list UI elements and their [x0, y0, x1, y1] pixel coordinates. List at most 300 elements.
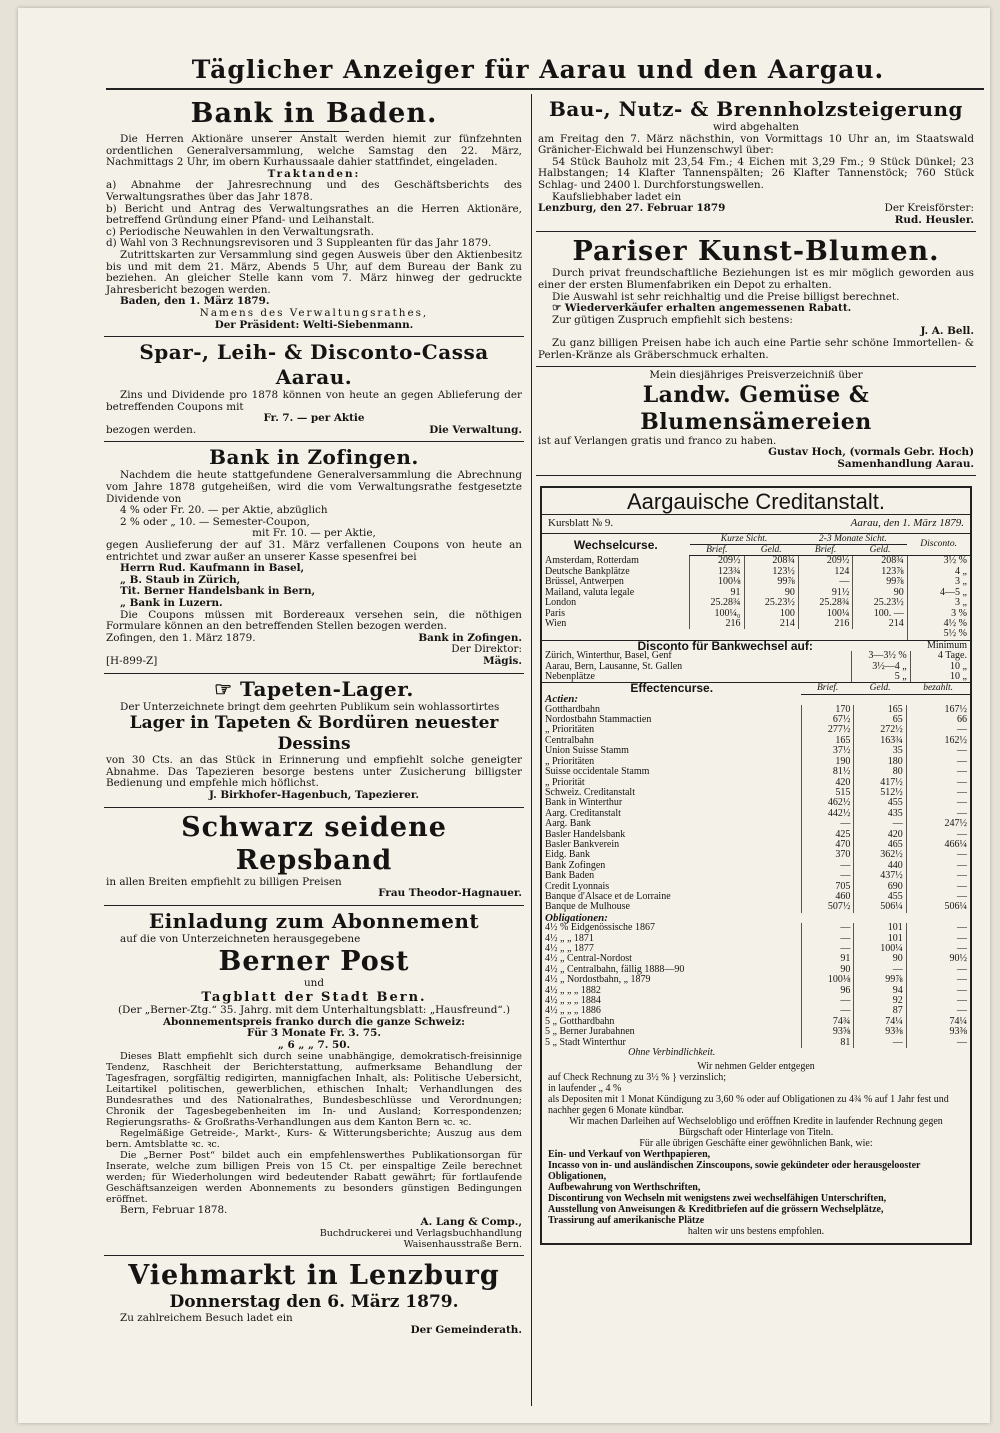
ad-signature: J. Birkhofer-Hagenbuch, Tapezierer. [208, 788, 420, 801]
ad-price: Für 3 Monate Fr. 3. 75. [247, 1027, 381, 1040]
row-value: — [906, 788, 970, 798]
col-geld: Geld. [744, 545, 798, 556]
row-label: Deutsche Bankplätze [545, 565, 630, 577]
row-value: 93⅝ [801, 1027, 853, 1037]
footer-line: auf Check Rechnung zu 3½ % } verzinslich; [548, 1072, 727, 1084]
row-value: — [906, 798, 970, 808]
row-value: — [906, 861, 970, 871]
row-value: 101 [854, 923, 906, 933]
ad-line: 2 % oder „ 10. — Semester-Coupon, [120, 515, 310, 528]
row-value: 81½ [801, 767, 853, 777]
footer-line: Discontirung von Wechseln mit wenigstens zwei wechselfähigen Unterschriften, [548, 1193, 887, 1205]
row-value: — [906, 871, 970, 881]
ad-text: Zu ganz billigen Preisen habe ich auch eine Partie sehr schöne Immortellen- & Perlen-Kränze als Gräberschmuck erhalten. [538, 336, 974, 361]
col-geld: Geld. [853, 545, 907, 556]
row-value: 420 [801, 778, 853, 788]
oblig-row [542, 923, 970, 933]
ad-title: Pariser Kunst-Blumen. [572, 236, 940, 268]
row-label: 4½ „ „ 1877 [545, 943, 594, 954]
row-label: Gotthardbahn [545, 703, 600, 715]
kursblatt-number: Kursblatt № 9. [548, 517, 614, 530]
actien-row [542, 871, 970, 881]
row-value: 91 [801, 954, 853, 964]
row-value: — [906, 767, 970, 777]
row-value: 4 Tage. [910, 651, 970, 661]
ad-title: Landw. Gemüse & Blumensämereien [640, 381, 872, 435]
ad-repsband [104, 808, 524, 906]
row-value: 167½ [906, 705, 970, 715]
ad-text: Mein diesjähriges Preisverzeichniß über [649, 369, 863, 382]
row-label: Banque d'Alsace et de Lorraine [545, 890, 671, 902]
row-value: 437½ [854, 871, 906, 881]
row-value: — [906, 725, 970, 735]
divider [279, 131, 349, 132]
ad-berner-post [104, 906, 524, 1257]
row-value: 3½—4 „ [851, 662, 910, 672]
row-value: — [906, 882, 970, 892]
actien-row [542, 840, 970, 850]
ad-text: Kaufsliebhaber ladet ein [552, 190, 682, 203]
ad-title-text: Tapeten-Lager. [240, 676, 414, 701]
ad-text: Die Auswahl ist sehr reichhaltig und die Preise billigst berechnet. [552, 290, 900, 303]
row-value: 100⅛ [690, 577, 744, 587]
row-value: 100 [744, 609, 798, 619]
row-value: 123⅞ [853, 567, 907, 577]
row-value: — [801, 819, 853, 829]
row-label: Aarau, Bern, Lausanne, St. Gallen [545, 660, 683, 672]
row-value: — [854, 965, 906, 975]
row-value: 209½ [798, 556, 852, 567]
row-value: 3 % [907, 609, 970, 619]
ad-text: Dieses Blatt empfiehlt sich durch seine unabhängige, demokratisch-freisinnige Tendenz, Raschheit der Berichterstattung, aufmerksame Behandlung der Tagesfragen, sorgfältig redigirten, mannigfachen Inhalt, als: Politische Uebersicht, Leitartikel politischen, gewerblichen, ethischen Inhalt; Verhandlungen des Bundesrathes und des Nationalrathes, Bundesbeschlüsse und Verordnungen; Chronik der Tagesbegebenheiten im In- und Ausland; Korrespondenzen; Regierungsraths- & Großraths-Verhandlungen aus dem Kanton Bern ꝛc. ꝛc. [106, 1051, 522, 1129]
ad-title: Bank in Baden. [190, 98, 438, 129]
row-label: Eidg. Bank [545, 849, 590, 861]
row-value: — [906, 850, 970, 860]
row-label: Bank in Winterthur [545, 797, 623, 809]
row-label: Aarg. Creditanstalt [545, 807, 621, 819]
row-label: Aarg. Bank [545, 818, 591, 830]
row-value: 74¾ [801, 1017, 853, 1027]
actien-row [542, 767, 970, 777]
row-label: Union Suisse Stamm [545, 745, 629, 757]
actien-row [542, 850, 970, 860]
ad-title [106, 677, 522, 702]
col-brief: Brief. [690, 545, 744, 556]
ad-signature: Rud. Heusler. [894, 213, 974, 226]
row-value: 3½ % [907, 556, 970, 567]
row-value: 506¼ [906, 902, 970, 912]
row-value: 465 [854, 840, 906, 850]
row-label: Brüssel, Antwerpen [545, 576, 624, 588]
row-label: 5 „ Gotthardbahn [545, 1015, 615, 1027]
actien-row [542, 725, 970, 735]
ad-highlight: Lager in Tapeten & Bordüren neuester Dessins [129, 713, 499, 755]
row-value: 35 [854, 746, 906, 756]
row-value: 455 [854, 798, 906, 808]
actien-row [542, 809, 970, 819]
oblig-row [542, 1038, 970, 1048]
row-value: 90 [801, 965, 853, 975]
row-value: 214 [744, 619, 798, 629]
row-value: — [801, 944, 853, 954]
row-label: Bank Zofingen [545, 859, 606, 871]
row-value: 209½ [690, 556, 744, 567]
row-value: 87 [854, 1006, 906, 1016]
oblig-row [542, 934, 970, 944]
row-value: 90½ [906, 954, 970, 964]
kursblatt-header [542, 515, 970, 534]
row-value: 165 [854, 705, 906, 715]
row-value: 466¼ [906, 840, 970, 850]
footer-line: Incasso von in- und ausländischen Zinscoupons, sowie gekündeter oder herausgelooster Obligationen, [548, 1160, 921, 1183]
ad-bank-zofingen [104, 442, 524, 673]
row-label: Mailand, valuta legale [545, 586, 635, 598]
row-label: Nebenplätze [545, 670, 595, 682]
row-label: 4½ % Eidgenössische 1867 [545, 922, 655, 934]
ad-text: 54 Stück Bauholz mit 23,54 Fm.; 4 Eichen mit 3,29 Fm.; 9 Stück Dünkel; 23 Halbstangen; 14 Klafter Tannenspälten; 26 Klafter Tannenstöck; 760 Stück Schlag- und 2400 l. Durchforstungswellen. [538, 155, 974, 191]
row-label: Nordostbahn Stammactien [545, 714, 652, 726]
row-value: 5 „ [851, 672, 910, 682]
ad-signature: Namens des Verwaltungsrathes, [199, 306, 429, 319]
col-bezahlt: bezahlt. [906, 683, 970, 694]
row-value: 247½ [906, 819, 970, 829]
ad-date: Donnerstag den 6. März 1879. [169, 1292, 459, 1313]
ad-signature: Waisenhausstraße Bern. [403, 1239, 522, 1251]
row-value: — [906, 809, 970, 819]
ad-line: 4 % oder Fr. 20. — per Aktie, abzüglich [120, 504, 328, 517]
row-value: 10 „ [910, 662, 970, 672]
ad-bank-line: „ B. Staub in Zürich, [120, 573, 241, 586]
row-value: 362½ [854, 850, 906, 860]
ad-signature: Der Direktor: [451, 643, 522, 656]
wechsel-row [542, 609, 970, 619]
oblig-row [542, 975, 970, 985]
ad-text: ☞ Wiederverkäufer erhalten angemessenen Rabatt. [552, 302, 852, 315]
row-label: 4½ „ „ „ 1886 [545, 1005, 601, 1017]
row-value: 3 „ [907, 577, 970, 587]
row-label: Paris [545, 607, 565, 619]
ad-title: Einladung zum Abonnement [148, 908, 480, 933]
ad-text: Der Unterzeichnete bringt dem geehrten Publikum sein wohlassortirtes [120, 700, 500, 713]
row-label: 4½ „ „ „ 1882 [545, 984, 601, 996]
ad-subtitle: Tagblatt der Stadt Bern. [201, 989, 427, 1005]
left-column [104, 94, 524, 1342]
row-value: 4 „ [907, 567, 970, 577]
row-value: — [801, 923, 853, 933]
row-value: 417½ [854, 778, 906, 788]
ad-code: [H-899-Z] [106, 654, 158, 667]
actien-row [542, 861, 970, 871]
footer-line: Ein- und Verkauf von Werthpapieren, [548, 1149, 711, 1161]
ad-text: Regelmäßige Getreide-, Markt-, Kurs- & Witterungsberichte; Auszug aus dem bern. Amtsblatte ꝛc. ꝛc. [106, 1128, 522, 1151]
ohne-verbindlichkeit: Ohne Verbindlichkeit. [628, 1047, 716, 1059]
row-value: 37½ [801, 746, 853, 756]
footer-line: Trassirung auf amerikanische Plätze [548, 1215, 705, 1227]
row-value: — [906, 944, 970, 954]
ad-signature: Die Verwaltung. [429, 423, 522, 436]
ad-text: Zutrittskarten zur Versammlung sind gegen Ausweis über den Aktienbesitz bis und mit dem 21. März, Abends 5 Uhr, auf dem Bureau der Bank zu beziehen. An gleicher Stelle kann vom 7. März hinweg der gedruckte Jahresbericht bezogen werden. [106, 248, 522, 296]
ad-text: von 30 Cts. an das Stück in Erinnerung und empfiehlt solche geneigter Abnahme. Das Tapezieren besorge bestens unter Zusicherung billigster Bedienung und empfehle mich höflichst. [106, 754, 522, 790]
row-label: Basler Handelsbank [545, 828, 626, 840]
pointing-hand-icon: ☞ [214, 676, 233, 701]
newspaper-page [18, 8, 990, 1423]
ad-text: Die Coupons müssen mit Bordereaux versehen sein, die nöthigen Formulare können an den betreffenden Stellen bezogen werden. [106, 608, 522, 633]
ad-saemereien [536, 367, 976, 476]
col-brief: Brief. [798, 545, 852, 556]
row-label: London [545, 597, 577, 609]
ad-text: Durch privat freundschaftliche Beziehungen ist es mir möglich geworden aus einer der ersten Blumenfabriken ein Depot zu erhalten. [538, 267, 974, 291]
ad-kunstblumen [536, 232, 976, 367]
row-value: 512½ [854, 788, 906, 798]
row-label: 4½ „ Centralbahn, fällig 1888—90 [545, 963, 685, 975]
footer-line: Ausstellung von Anweisungen & Kreditbriefen auf die grössern Wechselplätze, [548, 1204, 884, 1216]
ad-text: am Freitag den 7. März nächsthin, von Vormittags 10 Uhr an, im Staatswald Gränicher-Eichwald bei Hunzenschwyl über: [538, 132, 974, 157]
wechsel-row [542, 588, 970, 598]
ad-title: Bank in Zofingen. [209, 445, 419, 470]
row-value: 208¾ [853, 556, 907, 567]
ad-line: (Der „Berner-Ztg.“ 35. Jahrg. mit dem Unterhaltungsblatt: „Hausfreund“.) [117, 1003, 511, 1016]
row-value: 25.23½ [744, 598, 798, 608]
row-value: 90 [744, 588, 798, 598]
wechselcurse-table [542, 534, 970, 640]
row-label: Basler Bankverein [545, 838, 620, 850]
row-value: 74¼ [906, 1017, 970, 1027]
row-value: 690 [854, 882, 906, 892]
row-label: Schweiz. Creditanstalt [545, 786, 635, 798]
ad-subheading: Traktanden: [267, 167, 361, 180]
ad-title: Schwarz seidene Repsband [181, 811, 447, 876]
row-value: 99⅞ [853, 577, 907, 587]
ad-date: Zofingen, den 1. März 1879. [106, 631, 256, 644]
row-value: 455 [854, 892, 906, 902]
wechsel-title: Wechselcurse. [573, 537, 658, 552]
ad-signature: Gustav Hoch, (vormals Gebr. Hoch) [768, 446, 974, 459]
row-value: — [906, 996, 970, 1006]
row-value: 94 [854, 986, 906, 996]
col-monate: 2-3 Monate Sicht. [798, 534, 907, 545]
row-value: 123½ [744, 567, 798, 577]
ad-text: Zur gütigen Zuspruch empfiehlt sich bestens: [552, 313, 793, 326]
kursblatt-footer [542, 1058, 970, 1243]
row-value: 96 [801, 986, 853, 996]
ad-text: ist auf Verlangen gratis und franco zu haben. [538, 434, 777, 447]
row-label: 5 „ Stadt Winterthur [545, 1036, 626, 1048]
row-label: Zürich, Winterthur, Basel, Genf [545, 650, 672, 662]
row-value: 705 [801, 882, 853, 892]
row-value: 470 [801, 840, 853, 850]
row-value: 100¼₀ [690, 609, 744, 619]
row-value: 165 [801, 736, 853, 746]
col-geld: Geld. [854, 683, 906, 694]
row-value: — [906, 830, 970, 840]
ad-signature: J. A. Bell. [920, 325, 974, 338]
row-value: 370 [801, 850, 853, 860]
row-value: 90 [854, 954, 906, 964]
row-label: 4½ „ Nordostbahn, „ 1879 [545, 974, 651, 986]
row-value: 92 [854, 996, 906, 1006]
row-value: 123¾ [690, 567, 744, 577]
actien-row [542, 715, 970, 725]
footer-line: als Depositen mit 1 Monat Kündigung zu 3,60 % oder auf Obligationen zu 4¾ % auf 1 Jahr fest und nachher gegen 6 Monate kündbar. [548, 1094, 949, 1117]
row-value: 100. — [853, 609, 907, 619]
row-label: Bank Baden [545, 870, 595, 882]
row-value: 100¼ [798, 609, 852, 619]
ad-text: Nachdem die heute stattgefundene Generalversammlung die Abrechnung vom Jahre 1878 gutgeheißen, wird die vom Verwaltungsrathe festgesetzte Dividende von [106, 469, 522, 505]
row-value: — [906, 934, 970, 944]
row-value: 99⅞ [854, 975, 906, 985]
row-value: — [801, 871, 853, 881]
row-label: Amsterdam, Rotterdam [545, 554, 639, 566]
ad-text: Zins und Dividende pro 1878 können von heute an gegen Ablieferung der betreffenden Coupons mit [106, 389, 522, 413]
row-value: 442½ [801, 809, 853, 819]
column-divider [531, 94, 532, 1406]
row-value: 10 „ [910, 672, 970, 682]
row-value: 3 „ [907, 598, 970, 608]
row-value: 91½ [798, 588, 852, 598]
ad-list-item: c) Periodische Neuwahlen in den Verwaltungsrath. [106, 225, 374, 238]
row-label: „ Priorität [545, 776, 585, 788]
row-value: 515 [801, 788, 853, 798]
row-value: — [801, 861, 853, 871]
row-value: 425 [801, 830, 853, 840]
row-value: 163¾ [854, 736, 906, 746]
row-label: 4½ „ „ 1871 [545, 932, 594, 944]
disconto-table [542, 640, 970, 683]
ad-date: Baden, den 1. März 1879. [120, 295, 270, 308]
row-value: 124 [798, 567, 852, 577]
row-value: 65 [854, 715, 906, 725]
ad-text: auf die von Unterzeichneten herausgegebene [120, 932, 361, 945]
ad-text: Zu zahlreichem Besuch ladet ein [120, 1312, 293, 1325]
col-brief: Brief. [801, 683, 853, 694]
row-value: 91 [690, 588, 744, 598]
ad-bank-baden [104, 94, 524, 337]
row-label: „ Prioritäten [545, 724, 595, 736]
row-value: — [906, 757, 970, 767]
row-value: 460 [801, 892, 853, 902]
ad-signature: Buchdruckerei und Verlagsbuchhandlung [319, 1228, 522, 1240]
row-label: Wien [545, 617, 567, 629]
effectencurse-table [542, 682, 970, 1058]
row-value: — [906, 965, 970, 975]
row-value: 214 [853, 619, 907, 629]
row-value: — [801, 1006, 853, 1016]
ad-title: Spar-, Leih- & Disconto-Cassa Aarau. [139, 340, 489, 390]
row-value: — [906, 746, 970, 756]
row-value: 3—3½ % [851, 651, 910, 661]
ad-amount: Fr. 7. — per Aktie [263, 412, 365, 425]
ad-date: Lenzburg, den 27. Februar 1879 [538, 202, 726, 215]
row-value: — [906, 778, 970, 788]
oblig-heading: Obligationen: [545, 911, 608, 924]
row-label: 4½ „ Central-Nordost [545, 953, 632, 965]
oblig-row [542, 986, 970, 996]
row-label: „ Prioritäten [545, 755, 595, 767]
disconto-minimum: Minimum [926, 639, 967, 651]
row-value: 462½ [801, 798, 853, 808]
row-value: 67½ [801, 715, 853, 725]
ad-viehmarkt [104, 1256, 524, 1341]
actien-row [542, 819, 970, 829]
row-value: 216 [690, 619, 744, 629]
row-value: — [798, 577, 852, 587]
ad-bank-line: Tit. Berner Handelsbank in Bern, [120, 585, 316, 598]
ad-signature: A. Lang & Comp., [420, 1215, 522, 1228]
row-value: 74¼ [854, 1017, 906, 1027]
ad-signature: Samenhandlung Aarau. [837, 457, 974, 470]
actien-heading: Actien: [545, 693, 578, 706]
wechsel-row [542, 598, 970, 608]
row-value: 162½ [906, 736, 970, 746]
footer-line: Für alle übrigen Geschäfte einer gewöhnlichen Bank, wie: [639, 1138, 873, 1150]
right-column [536, 94, 976, 1245]
row-value: 4½ % [907, 619, 970, 629]
ad-title: Bau-, Nutz- & Brennholzsteigerung [548, 97, 964, 121]
row-value: 25.28¾ [798, 598, 852, 608]
col-kurz: Kurze Sicht. [690, 534, 799, 545]
row-value: — [854, 1038, 906, 1048]
ad-list-item: b) Bericht und Antrag des Verwaltungsrathes an die Herren Aktionäre, betreffend Gründung einer Pfand- und Leihanstalt. [106, 202, 522, 227]
wien-extra-rate: 5½ % [907, 629, 970, 639]
row-value: — [906, 892, 970, 902]
row-label: 5 „ Berner Jurabahnen [545, 1026, 635, 1038]
row-value: 80 [854, 767, 906, 777]
kursblatt-date: Aarau, den 1. März 1879. [850, 517, 964, 530]
row-value: 435 [854, 809, 906, 819]
ad-text: Die Herren Aktionäre unserer Anstalt werden hiemit zur fünfzehnten ordentlichen Generalversammlung, welche Samstag den 22. März, Nachmittags 2 Uhr, im obern Kurhaussaale dahier stattfindet, eingeladen. [106, 133, 522, 169]
ad-title: Viehmarkt in Lenzburg [128, 1260, 500, 1292]
masthead: Täglicher Anzeiger für Aarau und den Aargau. [191, 55, 885, 84]
ad-title: Berner Post [218, 946, 410, 978]
ad-list-item: a) Abnahme der Jahresrechnung und des Geschäftsberichts des Verwaltungsrathes über das Jahr 1878. [106, 179, 522, 203]
row-label: Centralbahn [545, 734, 594, 746]
row-value: 440 [854, 861, 906, 871]
ad-holzsteigerung [536, 94, 976, 232]
row-value: 420 [854, 830, 906, 840]
footer-line: Wir nehmen Gelder entgegen [697, 1061, 815, 1073]
row-value: 170 [801, 705, 853, 715]
ad-text: bezogen werden. [106, 423, 197, 436]
row-value: 81 [801, 1038, 853, 1048]
row-value: 506¼ [854, 902, 906, 912]
row-value: 272½ [854, 725, 906, 735]
row-value: — [906, 923, 970, 933]
ad-signature: Bank in Zofingen. [418, 631, 522, 644]
ad-bank-line: „ Bank in Luzern. [120, 597, 223, 609]
row-label: Suisse occidentale Stamm [545, 766, 650, 778]
ad-signature: Mägis. [483, 654, 522, 667]
row-value: 507½ [801, 902, 853, 912]
row-label: Credit Lyonnais [545, 880, 610, 892]
row-label: Banque de Mulhouse [545, 901, 630, 913]
ad-tapeten [104, 674, 524, 808]
row-value: 208¾ [744, 556, 798, 567]
ad-signature: Der Kreisförster: [884, 202, 974, 215]
row-label: 4½ „ „ „ 1884 [545, 995, 601, 1007]
row-value: 4—5 „ [907, 588, 970, 598]
row-value: 100⅛ [801, 975, 853, 985]
row-value: — [801, 934, 853, 944]
ad-date: Bern, Februar 1878. [120, 1204, 228, 1217]
ad-price: „ 6 „ „ 7. 50. [277, 1038, 351, 1051]
row-value: — [906, 975, 970, 985]
ad-list-item: d) Wahl von 3 Rechnungsrevisoren und 3 Suppleanten für das Jahr 1879. [106, 237, 492, 250]
ad-text: wird abgehalten [712, 121, 799, 133]
row-value: 66 [906, 715, 970, 725]
ad-text: Die „Berner Post“ bildet auch ein empfehlenswerthes Publikationsorgan für Inserate, welche zum billigen Preis von 15 Ct. per einspaltige Zeile berechnet werden; für Wiederholungen wird bedeutender Rabatt gewährt; für fortlaufende Geschäftsanzeigen werden Abonnements zu besonders günstigen Bedingungen eröffnet. [106, 1150, 522, 1206]
row-value: 25.28¾ [690, 598, 744, 608]
oblig-row [542, 996, 970, 1006]
